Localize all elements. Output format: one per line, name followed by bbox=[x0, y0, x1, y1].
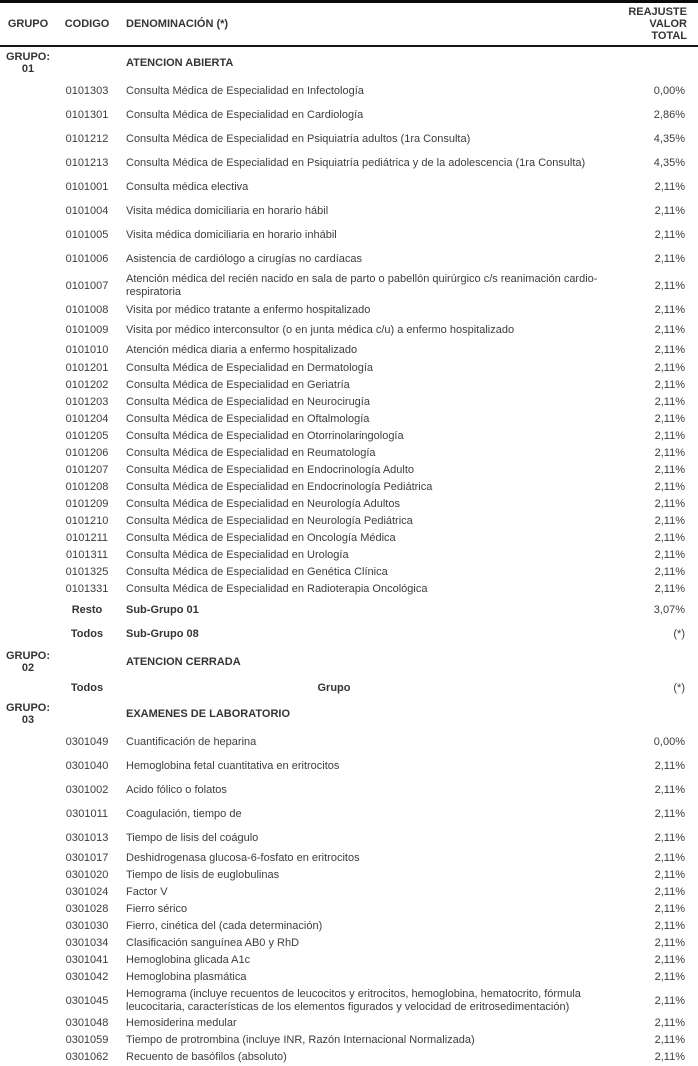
denomination-cell: Tiempo de lisis de euglobulinas bbox=[126, 869, 280, 881]
denomination-cell: Fierro, cinética del (cada determinación) bbox=[126, 920, 323, 932]
code-cell: 0101211 bbox=[65, 532, 108, 544]
grupo-label: GRUPO: bbox=[6, 650, 50, 662]
table-row bbox=[0, 1049, 698, 1066]
code-cell: 0101010 bbox=[65, 344, 109, 356]
grupo-cell bbox=[0, 678, 56, 698]
header-line-reajuste: REAJUSTE bbox=[628, 6, 687, 18]
grupo-cell bbox=[0, 778, 56, 802]
table-row bbox=[0, 901, 698, 918]
value-cell: 2,11% bbox=[654, 869, 685, 881]
table-row bbox=[0, 300, 698, 320]
header-line-total: TOTAL bbox=[651, 30, 687, 42]
table-row bbox=[0, 1032, 698, 1049]
table-row bbox=[0, 884, 698, 901]
denomination-cell: Consulta Médica de Especialidad en Oftalmología bbox=[126, 413, 370, 425]
code-cell: 0301049 bbox=[65, 736, 109, 748]
code-cell: 0101205 bbox=[65, 430, 109, 442]
value-cell: 2,11% bbox=[654, 971, 685, 983]
code-cell: 0101007 bbox=[65, 279, 109, 292]
col-header-grupo: GRUPO bbox=[7, 17, 49, 30]
denomination-cell: Consulta Médica de Especialidad en Radioterapia Oncológica bbox=[126, 583, 428, 595]
grupo-cell bbox=[0, 199, 56, 223]
denomination-cell: Consulta Médica de Especialidad en Neurología Adultos bbox=[126, 498, 400, 510]
value-cell: 2,11% bbox=[654, 430, 685, 442]
denomination-cell: Tiempo de protrombina (incluye INR, Razón Internacional Normalizada) bbox=[126, 1034, 475, 1046]
value-cell: 4,35% bbox=[653, 157, 685, 169]
table-row bbox=[0, 223, 698, 247]
value-cell: 2,11% bbox=[654, 413, 685, 425]
code-cell: 0101005 bbox=[65, 229, 109, 241]
value-cell: 2,11% bbox=[654, 304, 685, 316]
table-row bbox=[0, 377, 698, 394]
denomination-cell: Visita médica domiciliaria en horario inhábil bbox=[126, 229, 337, 241]
grupo-cell bbox=[0, 1032, 56, 1049]
value-cell: 2,11% bbox=[654, 566, 685, 578]
code-cell: 0301042 bbox=[65, 971, 109, 983]
denomination-cell: Consulta médica electiva bbox=[126, 181, 249, 193]
grupo-number: 03 bbox=[21, 714, 35, 726]
code-cell: 0101301 bbox=[65, 109, 109, 121]
table-row bbox=[0, 730, 698, 754]
value-cell: 2,11% bbox=[654, 760, 685, 772]
denomination-cell: Consulta Médica de Especialidad en Urología bbox=[126, 549, 349, 561]
denomination-cell: Clasificación sanguínea AB0 y RhD bbox=[126, 937, 300, 949]
value-cell: 2,86% bbox=[653, 109, 685, 121]
code-cell: 0101311 bbox=[65, 549, 108, 561]
value-cell: 2,11% bbox=[654, 481, 685, 493]
table-header-row bbox=[0, 2, 698, 47]
table-row bbox=[0, 479, 698, 496]
denomination-cell: Hemosiderina medular bbox=[126, 1017, 237, 1029]
code-cell: 0101204 bbox=[65, 413, 109, 425]
table-row bbox=[0, 918, 698, 935]
code-cell: 0301034 bbox=[65, 937, 109, 949]
table-row bbox=[0, 411, 698, 428]
grupo-cell bbox=[0, 79, 56, 103]
code-cell: 0101213 bbox=[65, 157, 109, 169]
table-row bbox=[0, 850, 698, 867]
denomination-cell: Visita por médico tratante a enfermo hospitalizado bbox=[126, 304, 371, 316]
denomination-cell: Consulta Médica de Especialidad en Reumatología bbox=[126, 447, 376, 459]
value-cell: 2,11% bbox=[654, 253, 685, 265]
code-cell: 0301017 bbox=[65, 852, 109, 864]
table-row bbox=[0, 598, 698, 622]
code-cell: Resto bbox=[71, 604, 103, 616]
code-cell: 0301048 bbox=[65, 1017, 109, 1029]
grupo-cell bbox=[0, 394, 56, 411]
grupo-cell bbox=[0, 581, 56, 598]
code-cell: 0301002 bbox=[65, 784, 109, 796]
grupo-cell bbox=[0, 175, 56, 199]
table-row bbox=[0, 175, 698, 199]
value-cell: 2,11% bbox=[654, 1051, 685, 1063]
code-cell: 0301011 bbox=[65, 808, 108, 820]
table-row bbox=[0, 867, 698, 884]
table-row bbox=[0, 199, 698, 223]
grupo-cell bbox=[0, 377, 56, 394]
value-cell: 2,11% bbox=[654, 447, 685, 459]
code-cell: 0101009 bbox=[65, 324, 109, 336]
denomination-cell: Asistencia de cardiólogo a cirugías no cardíacas bbox=[126, 253, 363, 265]
group-section-row bbox=[0, 46, 698, 79]
col-header-reajuste-valor-total bbox=[622, 2, 698, 47]
grupo-cell bbox=[0, 360, 56, 377]
grupo-cell bbox=[0, 300, 56, 320]
table-row bbox=[0, 564, 698, 581]
code-cell: 0101006 bbox=[65, 253, 109, 265]
denomination-cell: Consulta Médica de Especialidad en Neurología Pediátrica bbox=[126, 515, 413, 527]
code-cell: 0301020 bbox=[65, 869, 109, 881]
code-cell: 0101212 bbox=[65, 133, 109, 145]
grupo-cell bbox=[0, 223, 56, 247]
code-cell: 0101207 bbox=[65, 464, 109, 476]
grupo-cell bbox=[0, 802, 56, 826]
value-cell: 2,11% bbox=[654, 498, 685, 510]
denomination-cell: ATENCION CERRADA bbox=[126, 656, 241, 668]
grupo-cell bbox=[0, 935, 56, 952]
grupo-cell bbox=[0, 271, 56, 300]
table-row bbox=[0, 496, 698, 513]
table-row bbox=[0, 271, 698, 300]
table-row bbox=[0, 320, 698, 340]
grupo-cell bbox=[0, 986, 56, 1015]
grupo-cell bbox=[0, 698, 56, 730]
header-line-valor: VALOR bbox=[649, 18, 687, 30]
value-cell: 2,11% bbox=[654, 852, 685, 864]
table-row bbox=[0, 103, 698, 127]
grupo-label: GRUPO: bbox=[6, 702, 50, 714]
code-cell: 0101209 bbox=[65, 498, 109, 510]
grupo-cell bbox=[0, 496, 56, 513]
grupo-cell bbox=[0, 646, 56, 678]
value-cell: 2,11% bbox=[654, 229, 685, 241]
grupo-cell bbox=[0, 462, 56, 479]
value-cell: 2,11% bbox=[654, 994, 685, 1007]
value-cell: 2,11% bbox=[654, 396, 685, 408]
table-row bbox=[0, 581, 698, 598]
code-cell: 0301041 bbox=[65, 954, 109, 966]
value-cell: 2,11% bbox=[654, 464, 685, 476]
code-cell: 0301062 bbox=[65, 1051, 109, 1063]
grupo-cell bbox=[0, 513, 56, 530]
value-cell: 2,11% bbox=[654, 324, 685, 336]
code-cell: 0301059 bbox=[65, 1034, 109, 1046]
grupo-cell bbox=[0, 850, 56, 867]
table-row bbox=[0, 622, 698, 646]
denomination-cell: Consulta Médica de Especialidad en Oncología Médica bbox=[126, 532, 396, 544]
denomination-cell: Consulta Médica de Especialidad en Psiquiatría adultos (1ra Consulta) bbox=[126, 133, 471, 145]
value-cell: 2,11% bbox=[654, 920, 685, 932]
grupo-cell bbox=[0, 411, 56, 428]
value-cell: 0,00% bbox=[653, 85, 685, 97]
table-row bbox=[0, 754, 698, 778]
table-row bbox=[0, 986, 698, 1015]
table-row bbox=[0, 969, 698, 986]
code-cell: 0301013 bbox=[65, 832, 109, 844]
grupo-cell bbox=[0, 622, 56, 646]
grupo-cell bbox=[0, 547, 56, 564]
code-cell: 0101303 bbox=[65, 85, 109, 97]
code-cell: 0301040 bbox=[65, 760, 109, 772]
code-cell: 0301028 bbox=[65, 903, 109, 915]
value-cell: 2,11% bbox=[654, 549, 685, 561]
value-cell: 2,11% bbox=[654, 832, 685, 844]
table-row bbox=[0, 247, 698, 271]
value-cell bbox=[622, 698, 698, 730]
denomination-cell: Sub-Grupo 08 bbox=[126, 628, 199, 640]
code-cell: 0301045 bbox=[65, 994, 109, 1007]
denomination-cell: Consulta Médica de Especialidad en Psiquiatría pediátrica y de la adolescencia (1ra Consulta) bbox=[126, 157, 586, 169]
denomination-cell: Deshidrogenasa glucosa-6-fosfato en eritrocitos bbox=[126, 852, 360, 864]
table-row bbox=[0, 547, 698, 564]
grupo-cell bbox=[0, 247, 56, 271]
denomination-cell: Factor V bbox=[126, 886, 168, 898]
denomination-cell: Consulta Médica de Especialidad en Neurocirugía bbox=[126, 396, 370, 408]
value-cell: 2,11% bbox=[654, 379, 685, 391]
value-cell: 2,11% bbox=[654, 532, 685, 544]
code-cell: 0101001 bbox=[65, 181, 109, 193]
value-cell: 2,11% bbox=[654, 279, 685, 292]
code-cell: 0101201 bbox=[65, 362, 109, 374]
table-row bbox=[0, 462, 698, 479]
value-cell: (*) bbox=[673, 628, 685, 640]
value-cell: 2,11% bbox=[654, 784, 685, 796]
denomination-cell: Hemograma (incluye recuentos de leucocitos y eritrocitos, hemoglobina, hematocrito, fórmula leucocitaria, características de los elementos figurados y velocidad de eritrosedimentación) bbox=[126, 988, 581, 1013]
code-cell bbox=[56, 698, 118, 730]
code-cell: Todos bbox=[70, 682, 104, 694]
table-row bbox=[0, 360, 698, 377]
value-cell: 2,11% bbox=[654, 515, 685, 527]
grupo-cell bbox=[0, 46, 56, 79]
grupo-cell bbox=[0, 530, 56, 547]
table-row bbox=[0, 826, 698, 850]
denomination-cell: Consulta Médica de Especialidad en Cardiología bbox=[126, 109, 364, 121]
value-cell bbox=[622, 646, 698, 678]
grupo-cell bbox=[0, 1049, 56, 1066]
denomination-cell: Hemoglobina glicada A1c bbox=[126, 954, 251, 966]
grupo-cell bbox=[0, 127, 56, 151]
value-cell: 2,11% bbox=[654, 954, 685, 966]
grupo-cell bbox=[0, 103, 56, 127]
grupo-cell bbox=[0, 969, 56, 986]
denomination-cell: Hemoglobina fetal cuantitativa en eritrocitos bbox=[126, 760, 340, 772]
denomination-cell: Visita médica domiciliaria en horario hábil bbox=[126, 205, 329, 217]
grupo-label: GRUPO: bbox=[6, 51, 50, 63]
value-cell: 0,00% bbox=[653, 736, 685, 748]
table-row bbox=[0, 802, 698, 826]
denomination-cell: Atención médica diaria a enfermo hospitalizado bbox=[126, 344, 358, 356]
table-row bbox=[0, 79, 698, 103]
value-cell: 2,11% bbox=[654, 583, 685, 595]
value-cell: 2,11% bbox=[654, 903, 685, 915]
denomination-cell: Recuento de basófilos (absoluto) bbox=[126, 1051, 287, 1063]
value-cell: 2,11% bbox=[654, 362, 685, 374]
grupo-cell bbox=[0, 884, 56, 901]
denomination-cell: ATENCION ABIERTA bbox=[126, 57, 234, 69]
group-section-row bbox=[0, 646, 698, 678]
table-row bbox=[0, 340, 698, 360]
table-row bbox=[0, 151, 698, 175]
denomination-cell: Consulta Médica de Especialidad en Geriatría bbox=[126, 379, 350, 391]
code-cell: 0101331 bbox=[65, 583, 109, 595]
denomination-cell: Visita por médico interconsultor (o en junta médica c/u) a enfermo hospitalizado bbox=[126, 324, 515, 336]
table-row bbox=[0, 513, 698, 530]
grupo-cell bbox=[0, 730, 56, 754]
code-cell: 0101208 bbox=[65, 481, 109, 493]
code-cell: 0301024 bbox=[65, 886, 109, 898]
grupo-cell bbox=[0, 918, 56, 935]
code-cell: Todos bbox=[70, 628, 104, 640]
denomination-cell: Tiempo de lisis del coágulo bbox=[126, 832, 259, 844]
code-cell: 0101210 bbox=[65, 515, 109, 527]
value-cell bbox=[622, 46, 698, 79]
code-cell: 0101004 bbox=[65, 205, 109, 217]
grupo-cell bbox=[0, 564, 56, 581]
value-cell: 2,11% bbox=[654, 205, 685, 217]
grupo-cell bbox=[0, 952, 56, 969]
denomination-cell: Consulta Médica de Especialidad en Infectología bbox=[126, 85, 364, 97]
grupo-cell bbox=[0, 479, 56, 496]
grupo-number: 01 bbox=[21, 63, 35, 75]
grupo-cell bbox=[0, 901, 56, 918]
denomination-cell: Consulta Médica de Especialidad en Otorrinolaringología bbox=[126, 430, 404, 442]
table-row bbox=[0, 394, 698, 411]
table-row bbox=[0, 530, 698, 547]
value-cell: 2,11% bbox=[654, 1017, 685, 1029]
denomination-cell: Hemoglobina plasmática bbox=[126, 971, 247, 983]
denomination-cell: Atención médica del recién nacido en sala de parto o pabellón quirúrgico c/s reanimación cardio-respiratoria bbox=[126, 273, 598, 298]
value-cell: 2,11% bbox=[654, 344, 685, 356]
col-header-codigo: CODIGO bbox=[64, 17, 110, 30]
value-cell: (*) bbox=[673, 682, 685, 694]
value-cell: 2,11% bbox=[654, 808, 685, 820]
table-row bbox=[0, 678, 698, 698]
denomination-cell: Coagulación, tiempo de bbox=[126, 808, 242, 820]
table-row bbox=[0, 428, 698, 445]
value-cell: 3,07% bbox=[653, 604, 685, 616]
denomination-cell: Consulta Médica de Especialidad en Genética Clínica bbox=[126, 566, 388, 578]
grupo-cell bbox=[0, 151, 56, 175]
table-row bbox=[0, 127, 698, 151]
table-body bbox=[0, 46, 698, 1066]
grupo-cell bbox=[0, 428, 56, 445]
grupo-cell bbox=[0, 598, 56, 622]
grupo-number: 02 bbox=[21, 662, 35, 674]
code-cell bbox=[56, 46, 118, 79]
table-row bbox=[0, 445, 698, 462]
value-cell: 2,11% bbox=[654, 886, 685, 898]
grupo-cell bbox=[0, 340, 56, 360]
value-cell: 4,35% bbox=[653, 133, 685, 145]
denomination-cell: EXAMENES DE LABORATORIO bbox=[126, 708, 290, 720]
code-cell: 0301030 bbox=[65, 920, 109, 932]
value-cell: 2,11% bbox=[654, 937, 685, 949]
value-cell: 2,11% bbox=[654, 181, 685, 193]
code-cell: 0101325 bbox=[65, 566, 109, 578]
denomination-cell: Acido fólico o folatos bbox=[126, 784, 227, 796]
denomination-cell: Fierro sérico bbox=[126, 903, 188, 915]
group-section-row bbox=[0, 698, 698, 730]
table-row bbox=[0, 1015, 698, 1032]
grupo-cell bbox=[0, 1015, 56, 1032]
value-cell: 2,11% bbox=[654, 1034, 685, 1046]
col-header-denominacion: DENOMINACIÓN (*) bbox=[126, 17, 229, 30]
grupo-cell bbox=[0, 867, 56, 884]
table-row bbox=[0, 952, 698, 969]
code-cell: 0101206 bbox=[65, 447, 109, 459]
denomination-cell: Consulta Médica de Especialidad en Endocrinología Pediátrica bbox=[126, 481, 433, 493]
code-cell: 0101202 bbox=[65, 379, 109, 391]
denomination-cell: Consulta Médica de Especialidad en Dermatología bbox=[126, 362, 374, 374]
denomination-cell: Sub-Grupo 01 bbox=[126, 604, 199, 616]
grupo-cell bbox=[0, 754, 56, 778]
grupo-cell bbox=[0, 445, 56, 462]
denomination-cell: Cuantificación de heparina bbox=[126, 736, 257, 748]
table-row bbox=[0, 778, 698, 802]
table-row bbox=[0, 935, 698, 952]
grupo-cell bbox=[0, 320, 56, 340]
code-cell: 0101008 bbox=[65, 304, 109, 316]
code-cell: 0101203 bbox=[65, 396, 109, 408]
denomination-cell: Consulta Médica de Especialidad en Endocrinología Adulto bbox=[126, 464, 415, 476]
grupo-cell bbox=[0, 826, 56, 850]
denomination-cell: Grupo bbox=[317, 682, 351, 694]
code-cell bbox=[56, 646, 118, 678]
